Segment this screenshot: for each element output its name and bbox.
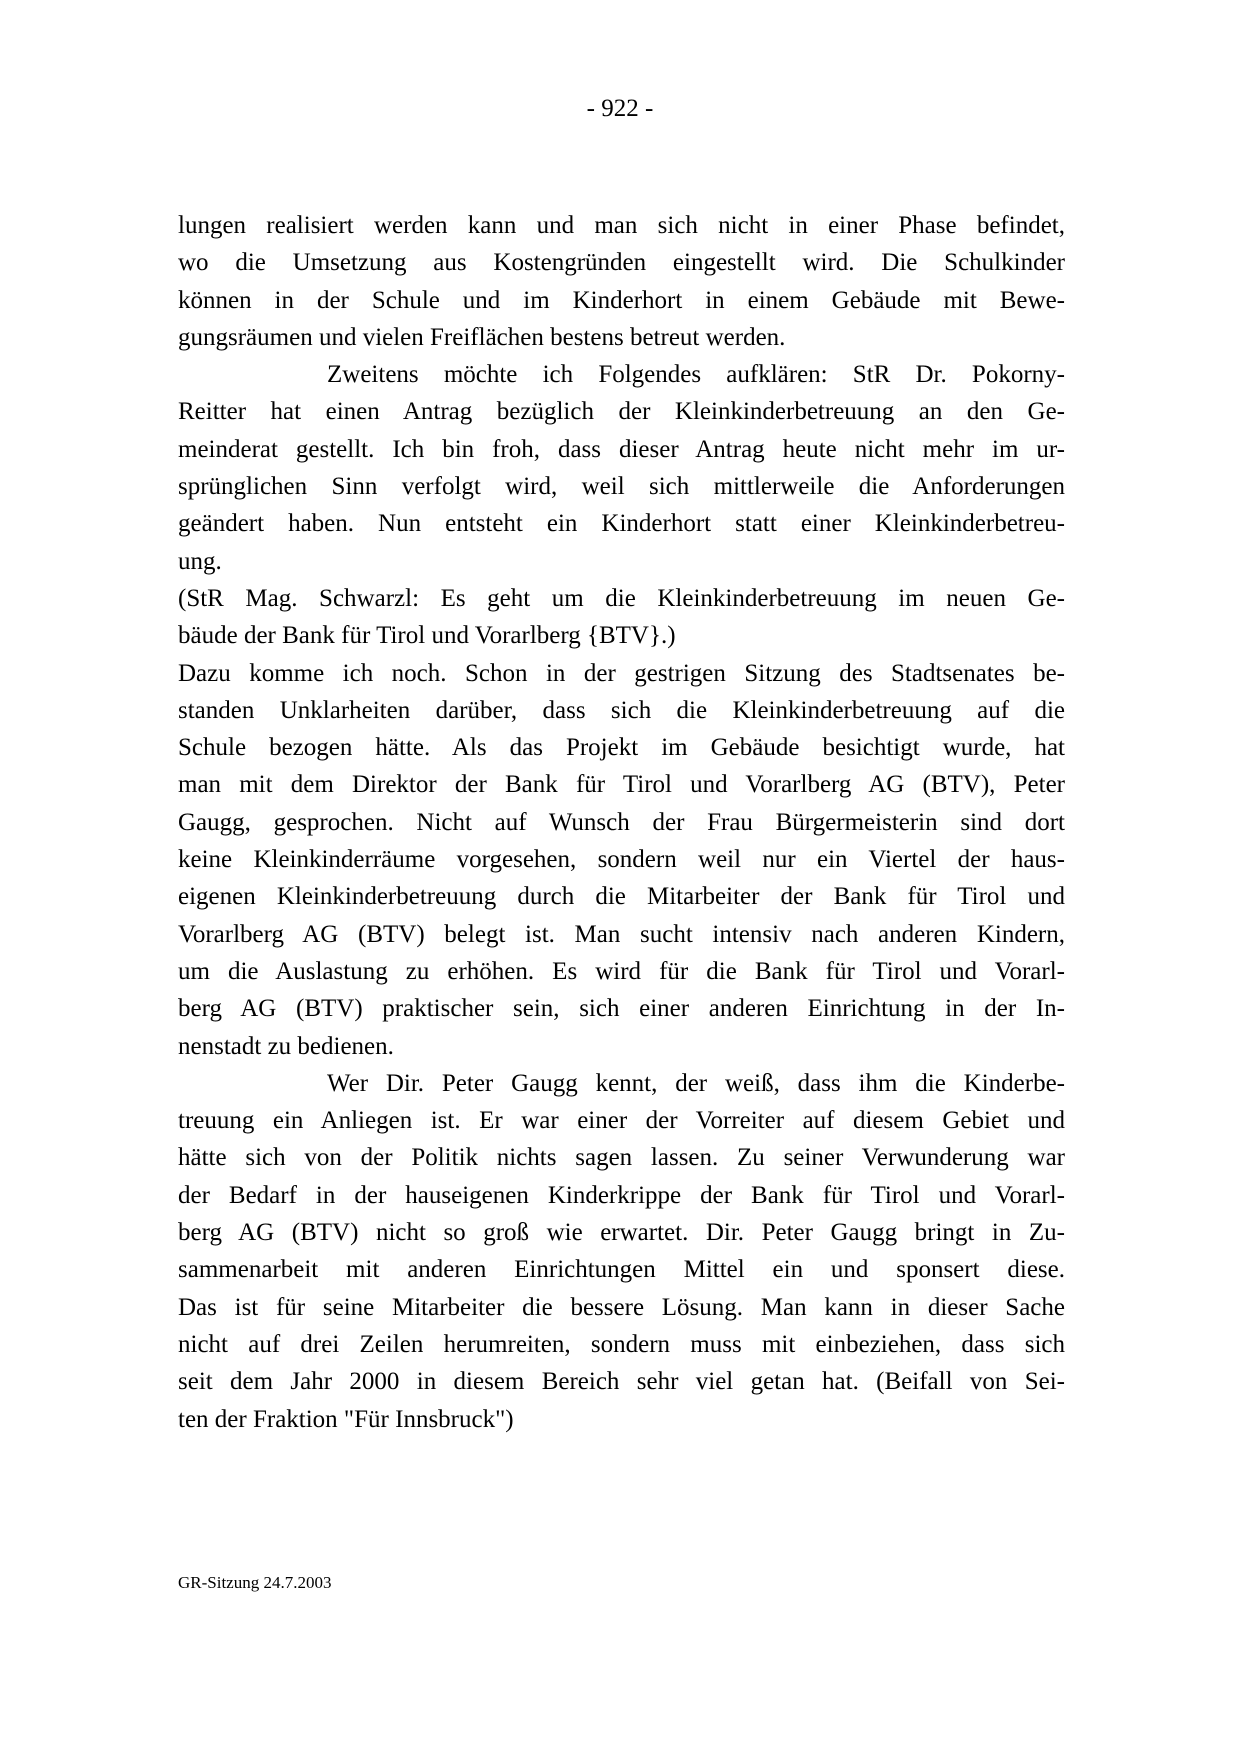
text-line: meinderat gestellt. Ich bin froh, dass dieser Antrag heute nicht mehr im ur- xyxy=(178,435,1065,463)
page-number: - 922 - xyxy=(586,95,654,122)
paragraph xyxy=(178,356,1065,580)
text-line: gungsräumen und vielen Freiflächen bestens betreut werden. xyxy=(178,323,786,351)
text-line: lungen realisiert werden kann und man sich nicht in einer Phase befindet, xyxy=(178,212,1065,239)
text-line: keine Kleinkinderräume vorgesehen, sondern weil nur ein Viertel der haus- xyxy=(178,846,1065,874)
text-line: um die Auslastung zu erhöhen. Es wird für die Bank für Tirol und Vorarl- xyxy=(178,957,1065,985)
text-line: der Bedarf in der hauseigenen Kinderkrippe der Bank für Tirol und Vorarl- xyxy=(178,1181,1065,1209)
text-line: Schule bezogen hätte. Als das Projekt im Gebäude besichtigt wurde, hat xyxy=(178,734,1065,762)
text-line: Das ist für seine Mitarbeiter die bessere Lösung. Man kann in dieser Sache xyxy=(178,1293,1065,1321)
text-line: Dazu komme ich noch. Schon in der gestrigen Sitzung des Stadtsenates be- xyxy=(178,659,1065,687)
footer-session-date: GR-Sitzung 24.7.2003 xyxy=(178,1573,332,1592)
text-line: sammenarbeit mit anderen Einrichtungen Mittel ein und sponsert diese. xyxy=(178,1256,1065,1284)
text-line: sprünglichen Sinn verfolgt wird, weil sich mittlerweile die Anforderungen xyxy=(178,473,1065,501)
text-line: wo die Umsetzung aus Kostengründen eingestellt wird. Die Schulkinder xyxy=(178,249,1065,277)
text-line: berg AG (BTV) praktischer sein, sich einer anderen Einrichtung in der In- xyxy=(178,995,1065,1023)
paragraph xyxy=(178,1065,1065,1438)
body-text xyxy=(178,207,1065,1438)
text-line: Zweitens möchte ich Folgendes aufklären: StR Dr. Pokorny- xyxy=(327,361,1065,389)
text-line: Reitter hat einen Antrag bezüglich der Kleinkinderbetreuung an den Ge- xyxy=(178,398,1065,426)
text-line: Vorarlberg AG (BTV) belegt ist. Man sucht intensiv nach anderen Kindern, xyxy=(178,920,1065,948)
text-line: Gaugg, gesprochen. Nicht auf Wunsch der Frau Bürgermeisterin sind dort xyxy=(178,808,1065,836)
text-line: Wer Dir. Peter Gaugg kennt, der weiß, dass ihm die Kinderbe- xyxy=(327,1069,1065,1097)
text-line: können in der Schule und im Kinderhort in einem Gebäude mit Bewe- xyxy=(178,286,1065,314)
text-line: hätte sich von der Politik nichts sagen lassen. Zu seiner Verwunderung war xyxy=(178,1144,1065,1172)
text-line: berg AG (BTV) nicht so groß wie erwartet. Dir. Peter Gaugg bringt in Zu- xyxy=(178,1219,1065,1247)
paragraph xyxy=(178,207,1065,356)
text-line: ung. xyxy=(178,547,222,575)
text-line: nicht auf drei Zeilen herumreiten, sondern muss mit einbeziehen, dass sich xyxy=(178,1330,1065,1358)
text-line: treuung ein Anliegen ist. Er war einer der Vorreiter auf diesem Gebiet und xyxy=(178,1107,1065,1135)
text-line: bäude der Bank für Tirol und Vorarlberg {BTV}.) xyxy=(178,622,676,650)
text-line: man mit dem Direktor der Bank für Tirol und Vorarlberg AG (BTV), Peter xyxy=(178,771,1065,799)
text-line: ten der Fraktion "Für Innsbruck") xyxy=(178,1405,514,1433)
text-line: eigenen Kleinkinderbetreuung durch die Mitarbeiter der Bank für Tirol und xyxy=(178,883,1065,911)
text-line: (StR Mag. Schwarzl: Es geht um die Kleinkinderbetreuung im neuen Ge- xyxy=(178,584,1065,612)
text-line: seit dem Jahr 2000 in diesem Bereich sehr viel getan hat. (Beifall von Sei- xyxy=(178,1368,1065,1396)
paragraph xyxy=(178,655,1065,1065)
text-line: geändert haben. Nun entsteht ein Kinderhort statt einer Kleinkinderbetreu- xyxy=(178,510,1065,538)
text-line: standen Unklarheiten darüber, dass sich die Kleinkinderbetreuung auf die xyxy=(178,696,1065,724)
text-line: nenstadt zu bedienen. xyxy=(178,1032,394,1060)
paragraph xyxy=(178,580,1065,655)
